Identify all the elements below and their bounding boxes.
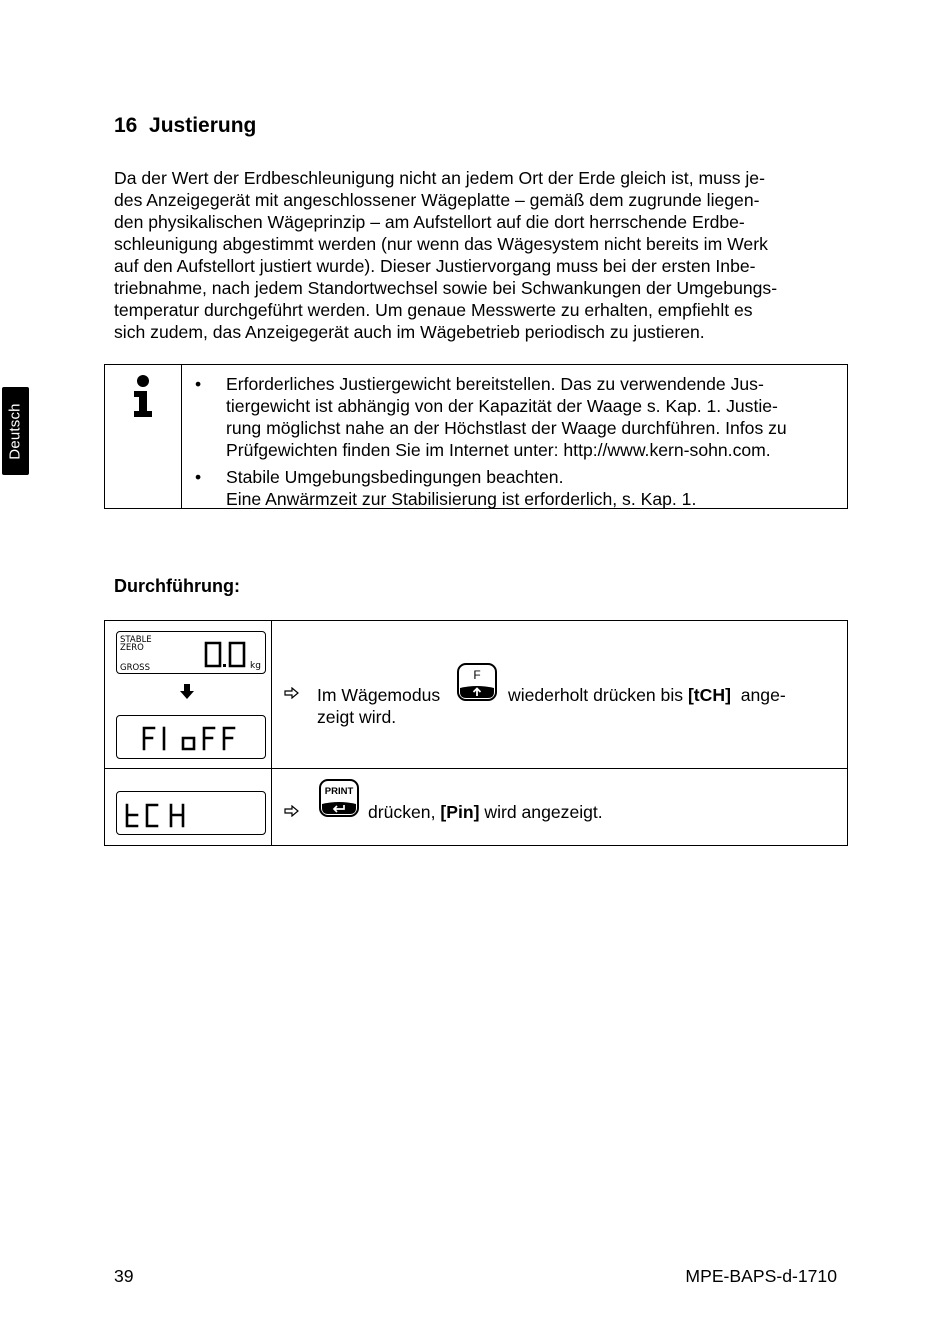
step-2-displays xyxy=(105,769,272,845)
lcd-display-weight xyxy=(116,631,266,674)
section-number: 16 xyxy=(114,114,138,137)
down-arrow-icon xyxy=(179,683,195,700)
procedure-table xyxy=(104,620,848,846)
unit-label: kg xyxy=(250,661,261,671)
procedure-step-2 xyxy=(105,769,847,845)
svg-text:PRINT: PRINT xyxy=(324,786,354,797)
note-list xyxy=(182,365,847,508)
note-icon-cell xyxy=(105,365,182,508)
document-id: MPE-BAPS-d-1710 xyxy=(685,1266,837,1286)
section-title: Justierung xyxy=(149,114,257,137)
lcd-digits-f1off xyxy=(117,716,267,760)
section-heading xyxy=(114,114,256,138)
intro-paragraph: Da der Wert der Erdbeschleunigung nicht an jedem Ort der Erde gleich ist, muss je- des Anzeigegerät mit angeschlossener Wägeplatte – gemäß dem zugrunde liegen- den physikalischen Wägeprinzip – am Aufstellort auf die dort herrschende Erdbe- schleunigung abgestimmt werden (nur wenn das Wägesystem nicht bereits im Werk auf den Aufstellort justiert wurde). Dieser Justiervorgang muss bei der ersten Inbe- triebnahme, nach jedem Standortwechsel sowie bei Schwankungen der Umgebungs- temperatur durchgeführt werden. Um genaue Messwerte zu erhalten, empfiehlt es sich zudem, das Anzeigegerät auch im Wägebetrieb periodisch zu justieren. xyxy=(114,168,778,342)
note-item: • Erforderliches Justiergewicht bereitstellen. Das zu verwendende Jus- tiergewicht ist abhängig von der Kapazität der Waage s. Kap. 1. Justie- rung möglichst nahe an der Höchstlast der Waage durchführen. Infos zu Prüfgewichten finden Sie im Internet unter: http://www.kern-sohn.com. xyxy=(182,373,847,461)
info-icon xyxy=(130,374,158,418)
step-1-displays xyxy=(105,621,272,768)
code-tch: [tCH] xyxy=(687,685,731,705)
page-number: 39 xyxy=(114,1266,134,1286)
lcd-display-tch xyxy=(116,791,266,835)
language-tab xyxy=(2,387,29,475)
step-1-instruction xyxy=(272,621,847,768)
lcd-digits-tch xyxy=(117,792,267,836)
note-item: • Stabile Umgebungsbedingungen beachten. Eine Anwärmzeit zur Stabilisierung ist erforderlich, s. Kap. 1. xyxy=(182,466,847,510)
note-box xyxy=(104,364,848,509)
lcd-digits-00 xyxy=(117,632,267,675)
step-1-text-before: Im Wägemodus xyxy=(317,685,441,705)
step-arrow-icon xyxy=(284,805,300,817)
code-pin: [Pin] xyxy=(440,802,480,822)
step-1-text-after: wiederholt drücken bis [tCH] ange- xyxy=(508,685,786,705)
step-1-text-line2: zeigt wird. xyxy=(317,707,397,727)
print-key-icon xyxy=(318,778,360,818)
procedure-heading: Durchführung: xyxy=(114,576,240,596)
lcd-display-f1off xyxy=(116,715,266,759)
step-2-instruction xyxy=(272,769,847,845)
svg-text:F: F xyxy=(473,668,481,682)
step-2-text: drücken, [Pin] wird angezeigt. xyxy=(368,802,603,822)
f-key-icon xyxy=(456,662,498,702)
zero-indicator: ZERO xyxy=(120,643,144,653)
language-tab-label: Deutsch xyxy=(7,402,24,460)
stable-indicator: STABLE xyxy=(120,635,152,645)
gross-indicator: GROSS xyxy=(120,663,150,673)
step-arrow-icon xyxy=(284,687,300,699)
procedure-step-1 xyxy=(105,621,847,769)
